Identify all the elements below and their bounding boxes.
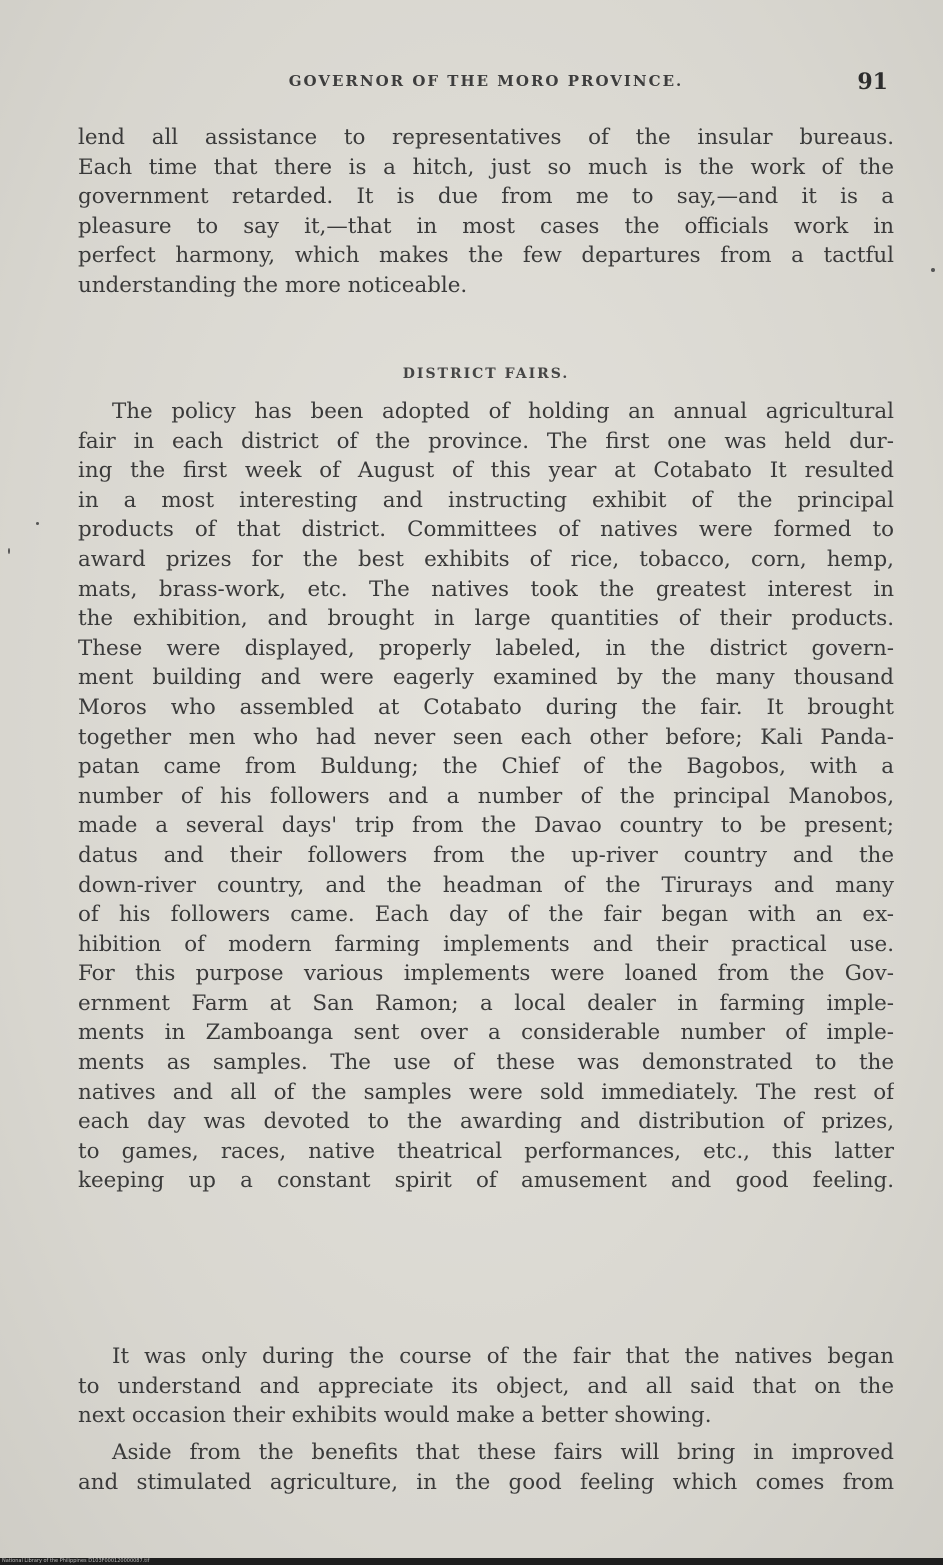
text-line: the exhibition, and brought in large quantities of their products. (78, 606, 894, 632)
text-line: datus and their followers from the up-river country and the (78, 842, 894, 868)
understanding-paragraph (78, 1342, 894, 1431)
text-line: hibition of modern farming implements and their practical use. (78, 931, 894, 957)
scan-speck (36, 522, 39, 525)
text-line: next occasion their exhibits would make a better showing. (78, 1403, 712, 1429)
text-line: Aside from the benefits that these fairs will bring in improved (112, 1440, 894, 1465)
text-line: keeping up a constant spirit of amusement and good feeling. (78, 1168, 894, 1194)
text-line: government retarded. It is due from me to say,—and it is a (78, 184, 894, 210)
page-header (78, 69, 894, 100)
text-line: lend all assistance to representatives of the insular bureaus. (78, 125, 894, 150)
text-line: Each time that there is a hitch, just so much is the work of the (78, 154, 894, 180)
text-line: ments as samples. The use of these was demonstrated to the (78, 1050, 894, 1076)
text-line: of his followers came. Each day of the fair began with an ex- (78, 902, 894, 928)
text-line: down-river country, and the headman of the Tirurays and many (78, 872, 894, 898)
text-line: to understand and appreciate its object, and all said that on the (78, 1373, 894, 1399)
text-line: understanding the more noticeable. (78, 272, 468, 298)
running-title: GOVERNOR OF THE MORO PROVINCE. (288, 72, 684, 90)
text-line: each day was devoted to the awarding and distribution of prizes, (78, 1109, 894, 1135)
text-line: award prizes for the best exhibits of rice, tobacco, corn, hemp, (78, 546, 894, 572)
text-line: ment building and were eagerly examined by the many thousand (78, 665, 894, 691)
text-line: pleasure to say it,—that in most cases the officials work in (78, 213, 894, 239)
text-line: Moros who assembled at Cotabato during the fair. It brought (78, 694, 894, 720)
text-line: to games, races, native theatrical performances, etc., this latter (78, 1138, 894, 1164)
scan-speck (8, 548, 10, 554)
text-line: fair in each district of the province. The first one was held dur- (78, 428, 894, 454)
fair-paragraph (78, 397, 894, 1196)
intro-paragraph (78, 123, 894, 301)
text-line: ing the first week of August of this year at Cotabato It resulted (78, 458, 894, 484)
benefits-paragraph (78, 1438, 894, 1497)
text-line: in a most interesting and instructing exhibit of the principal (78, 487, 894, 513)
text-line: For this purpose various implements were loaned from the Gov- (78, 961, 894, 987)
text-line: perfect harmony, which makes the few departures from a tactful (78, 243, 894, 269)
text-line: It was only during the course of the fair that the natives began (112, 1344, 894, 1369)
text-line: patan came from Buldung; the Chief of the Bagobos, with a (78, 754, 894, 780)
text-line: products of that district. Committees of natives were formed to (78, 517, 894, 543)
text-line: The policy has been adopted of holding an annual agricultural (112, 399, 894, 424)
text-line: together men who had never seen each other before; Kali Panda- (78, 724, 894, 750)
text-line: These were displayed, properly labeled, in the district govern- (78, 635, 894, 661)
text-line: and stimulated agriculture, in the good feeling which comes from (78, 1469, 894, 1495)
text-line: number of his followers and a number of the principal Manobos, (78, 783, 894, 809)
text-line: mats, brass-work, etc. The natives took the greatest interest in (78, 576, 894, 602)
text-line: ernment Farm at San Ramon; a local dealer in farming imple- (78, 990, 894, 1016)
text-line: made a several days' trip from the Davao country to be present; (78, 813, 894, 839)
section-heading: DISTRICT FAIRS. (402, 366, 570, 382)
text-line: ments in Zamboanga sent over a considerable number of imple- (78, 1020, 894, 1046)
text-line: natives and all of the samples were sold immediately. The rest of (78, 1079, 894, 1105)
scan-speck (931, 268, 935, 272)
page-number: 91 (857, 69, 888, 95)
scan-footer: National Library of the Philippines D103F000120000087.tif (0, 1558, 943, 1565)
